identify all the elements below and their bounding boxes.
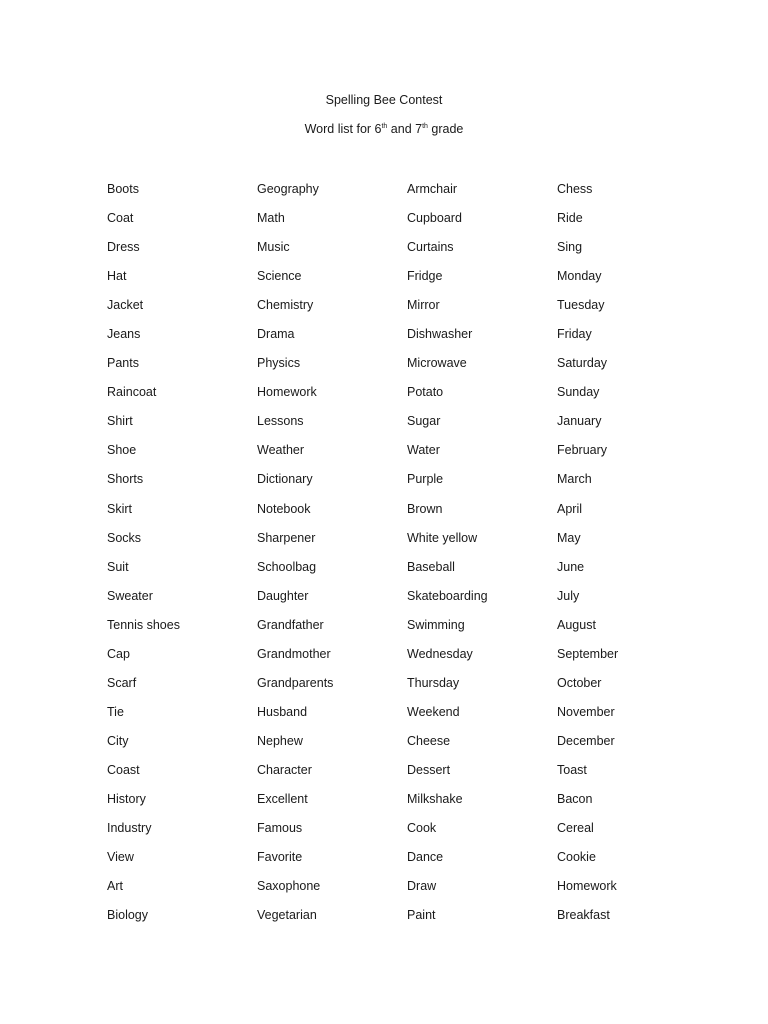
- word-item: Weather: [257, 443, 305, 458]
- word-item: Shirt: [107, 414, 133, 429]
- word-item: Nephew: [257, 733, 303, 748]
- word-item: Excellent: [257, 791, 308, 806]
- word-item: Industry: [107, 821, 152, 836]
- word-item: Shoe: [107, 443, 137, 458]
- word-item: Skateboarding: [407, 588, 488, 603]
- word-item: Drama: [257, 327, 295, 342]
- subtitle-prefix: Word list for 6: [304, 122, 382, 136]
- word-item: Microwave: [407, 356, 467, 371]
- subtitle-sup-1: th: [381, 123, 388, 130]
- word-item: Brown: [407, 501, 443, 516]
- word-item: Pants: [107, 356, 139, 371]
- word-item: History: [107, 791, 146, 806]
- word-column-4: [557, 179, 618, 934]
- word-column-3: [407, 179, 488, 934]
- word-item: June: [557, 559, 585, 574]
- word-item: Hat: [107, 269, 127, 284]
- word-item: Boots: [107, 182, 139, 196]
- word-item: Mirror: [407, 298, 440, 313]
- word-item: Draw: [407, 879, 437, 894]
- word-item: Thursday: [407, 675, 460, 690]
- word-item: Dessert: [407, 762, 451, 777]
- word-item: Favorite: [257, 850, 303, 865]
- word-item: Potato: [407, 385, 444, 400]
- word-item: Bacon: [557, 791, 593, 806]
- word-item: Ride: [557, 211, 583, 226]
- word-item: Cook: [407, 821, 437, 836]
- word-item: Daughter: [257, 588, 309, 603]
- word-item: Dress: [107, 240, 140, 255]
- document-subtitle: [0, 122, 768, 136]
- word-item: Grandmother: [257, 646, 331, 661]
- word-item: Math: [257, 211, 285, 226]
- word-item: August: [557, 617, 596, 632]
- word-item: Notebook: [257, 501, 311, 516]
- word-item: Milkshake: [407, 791, 463, 806]
- word-item: Grandparents: [257, 675, 334, 690]
- word-item: Weekend: [407, 704, 460, 719]
- word-item: Skirt: [107, 501, 132, 516]
- word-item: Coat: [107, 211, 134, 226]
- word-item: City: [107, 733, 129, 748]
- word-item: Vegetarian: [257, 908, 317, 923]
- word-item: Coast: [107, 762, 140, 777]
- word-item: Dictionary: [257, 472, 313, 487]
- word-item: Jeans: [107, 327, 141, 342]
- word-item: Raincoat: [107, 385, 157, 400]
- document-title: Spelling Bee Contest: [325, 93, 443, 107]
- word-item: Saxophone: [257, 879, 321, 894]
- word-item: Friday: [557, 327, 592, 342]
- word-item: Water: [407, 443, 440, 458]
- word-item: Cereal: [557, 821, 594, 836]
- word-item: Purple: [407, 472, 444, 487]
- word-item: Socks: [107, 530, 142, 545]
- word-item: Armchair: [407, 182, 458, 196]
- word-item: Art: [107, 879, 123, 894]
- word-item: Sunday: [557, 385, 600, 400]
- word-item: View: [107, 850, 134, 865]
- word-item: Sugar: [407, 414, 441, 429]
- word-item: Physics: [257, 356, 301, 371]
- word-item: July: [557, 588, 580, 603]
- word-item: Paint: [407, 908, 436, 923]
- word-item: October: [557, 675, 602, 690]
- word-item: March: [557, 472, 592, 487]
- word-item: February: [557, 443, 608, 458]
- word-item: Lessons: [257, 414, 304, 429]
- word-item: December: [557, 733, 615, 748]
- word-item: Tuesday: [557, 298, 605, 313]
- word-item: Geography: [257, 182, 319, 196]
- word-item: September: [557, 646, 619, 661]
- word-item: Dishwasher: [407, 327, 473, 342]
- word-item: Schoolbag: [257, 559, 317, 574]
- word-item: Baseball: [407, 559, 455, 574]
- word-item: Biology: [107, 908, 148, 923]
- word-item: Sweater: [107, 588, 153, 603]
- word-item: Chess: [557, 182, 593, 196]
- word-item: January: [557, 414, 602, 429]
- word-item: May: [557, 530, 581, 545]
- word-item: Monday: [557, 269, 602, 284]
- word-item: Sing: [557, 240, 583, 255]
- word-item: Toast: [557, 762, 587, 777]
- word-item: Tie: [107, 704, 124, 719]
- word-item: Wednesday: [407, 646, 473, 661]
- subtitle-suffix: grade: [427, 122, 464, 136]
- word-item: Suit: [107, 559, 129, 574]
- word-item: Grandfather: [257, 617, 324, 632]
- word-item: Fridge: [407, 269, 443, 284]
- word-item: Sharpener: [257, 530, 316, 545]
- word-item: Tennis shoes: [107, 617, 180, 632]
- word-item: Cheese: [407, 733, 451, 748]
- word-column-1: [107, 179, 180, 934]
- word-item: Cookie: [557, 850, 596, 865]
- word-item: Cupboard: [407, 211, 462, 226]
- word-item: Cap: [107, 646, 130, 661]
- word-item: Husband: [257, 704, 308, 719]
- word-item: Famous: [257, 821, 303, 836]
- word-item: Music: [257, 240, 290, 255]
- word-item: Homework: [557, 879, 617, 894]
- subtitle-middle: and 7: [387, 122, 423, 136]
- word-item: Shorts: [107, 472, 144, 487]
- word-item: Saturday: [557, 356, 608, 371]
- word-item: Jacket: [107, 298, 144, 313]
- word-item: April: [557, 501, 583, 516]
- word-item: Swimming: [407, 617, 465, 632]
- subtitle-sup-2: th: [422, 123, 428, 130]
- word-item: Character: [257, 762, 312, 777]
- word-item: Dance: [407, 850, 444, 865]
- word-item: White yellow: [407, 530, 478, 545]
- word-item: Curtains: [407, 240, 454, 255]
- word-column-2: [257, 179, 333, 934]
- word-item: Science: [257, 269, 302, 284]
- word-item: Homework: [257, 385, 317, 400]
- word-item: Chemistry: [257, 298, 314, 313]
- word-item: Scarf: [107, 675, 137, 690]
- word-item: November: [557, 704, 615, 719]
- word-item: Breakfast: [557, 908, 610, 923]
